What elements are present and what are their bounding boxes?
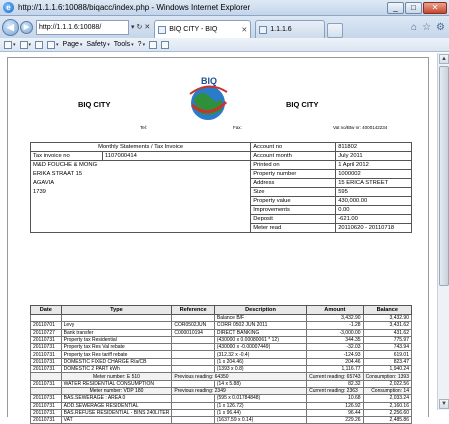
chevron-down-icon: ▾ bbox=[131, 41, 134, 48]
transaction-date: 20110731 bbox=[31, 351, 62, 358]
info-label: Deposit bbox=[251, 215, 336, 224]
transaction-description: (1 x 96.44) bbox=[214, 409, 306, 416]
safety-menu[interactable] bbox=[86, 41, 109, 48]
info-value: 595 bbox=[336, 188, 412, 197]
tab-label: BIQ CITY - BIQ bbox=[169, 26, 218, 33]
transaction-reference bbox=[172, 344, 215, 351]
forward-button[interactable]: ▶ bbox=[20, 21, 33, 34]
tab-biq-city[interactable] bbox=[154, 20, 251, 38]
consumption: Consumption: 1393 bbox=[363, 373, 411, 380]
close-window-button[interactable]: ✕ bbox=[423, 2, 447, 14]
transaction-type: BAS.SEWERAGE : AREA 0 bbox=[61, 395, 172, 402]
statement-title: Monthly Statements / Tax Invoice bbox=[31, 143, 251, 152]
transaction-balance: 2,033.24 bbox=[363, 395, 411, 402]
transaction-description: CORR 0502 JUN 2011 bbox=[214, 322, 306, 329]
transaction-date: 20110731 bbox=[31, 336, 62, 343]
municipality-name-left: BIQ CITY bbox=[78, 100, 111, 109]
internet-explorer-icon: e bbox=[3, 2, 14, 13]
info-value: 0.00 bbox=[336, 206, 412, 215]
transaction-type: Property tax Res tariff rebate bbox=[61, 351, 172, 358]
toolbar-right bbox=[411, 22, 445, 33]
meter-number: Meter number: VDP 180 bbox=[61, 387, 172, 394]
info-label: Improvements bbox=[251, 206, 336, 215]
municipality-name-right: BIQ CITY bbox=[286, 100, 319, 109]
info-value: 20110620 - 20110718 bbox=[336, 224, 412, 233]
transaction-amount: 10.68 bbox=[307, 395, 363, 402]
address-bar[interactable] bbox=[36, 20, 129, 35]
info-label: Account month bbox=[251, 152, 336, 161]
info-label: Account no bbox=[251, 143, 336, 152]
scroll-down-arrow-icon[interactable]: ▼ bbox=[439, 399, 449, 409]
mail-command[interactable] bbox=[35, 41, 43, 49]
transaction-description: (595 x 0.01784848) bbox=[214, 395, 306, 402]
table-row bbox=[31, 336, 412, 343]
transaction-description: (312.32 x -0.4) bbox=[214, 351, 306, 358]
logo-text: BIQ bbox=[201, 76, 218, 86]
table-row bbox=[31, 329, 412, 336]
window-title: http://1.1.1.6:10088/biqacc/index.php - Windows Internet Explorer bbox=[18, 3, 251, 12]
transaction-type: WATER RESIDENTIAL CONSUMPTION bbox=[61, 380, 172, 387]
window-controls bbox=[387, 2, 447, 14]
transaction-balance: 743.94 bbox=[363, 344, 411, 351]
info-row bbox=[31, 143, 412, 152]
transaction-balance: 619.01 bbox=[363, 351, 411, 358]
transaction-balance: 3,432.90 bbox=[363, 315, 411, 322]
transaction-balance: 1,940.24 bbox=[363, 366, 411, 373]
transaction-amount: 229.26 bbox=[307, 417, 363, 424]
column-header: Amount bbox=[307, 306, 363, 315]
transaction-description: (430000 x -0.00007449) bbox=[214, 344, 306, 351]
current-reading: Current reading: 65743 bbox=[307, 373, 363, 380]
refresh-icon[interactable]: ↻ bbox=[136, 24, 143, 31]
transaction-description: (14 x 5.88) bbox=[214, 380, 306, 387]
transaction-reference bbox=[172, 417, 215, 424]
biq-logo-icon bbox=[180, 72, 236, 128]
transaction-date: 20110731 bbox=[31, 380, 62, 387]
transaction-date: 20110727 bbox=[31, 329, 62, 336]
transaction-description: (1637.59 x 0.14) bbox=[214, 417, 306, 424]
table-row bbox=[31, 315, 412, 322]
transaction-description: (1 x 204.46) bbox=[214, 358, 306, 365]
table-row bbox=[31, 351, 412, 358]
info-label: Meter read bbox=[251, 224, 336, 233]
table-row bbox=[31, 366, 412, 373]
transaction-type: Property tax Res Val rebate bbox=[61, 344, 172, 351]
page-menu-label: Page bbox=[62, 41, 79, 48]
table-row bbox=[31, 417, 412, 424]
transaction-reference bbox=[172, 409, 215, 416]
close-tab-icon[interactable]: ✕ bbox=[241, 26, 248, 34]
chevron-down-icon: ▾ bbox=[107, 41, 110, 48]
transaction-reference: COR0502JUN bbox=[172, 322, 215, 329]
info-value: July 2011 bbox=[336, 152, 412, 161]
transaction-description: DIRECT BANKING bbox=[214, 329, 306, 336]
transaction-amount: -32.03 bbox=[307, 344, 363, 351]
transaction-balance: 2,256.60 bbox=[363, 409, 411, 416]
table-row bbox=[31, 344, 412, 351]
transaction-balance: 2,022.56 bbox=[363, 380, 411, 387]
info-value: 430,000.00 bbox=[336, 197, 412, 206]
invoice-page bbox=[7, 57, 429, 424]
table-row bbox=[31, 395, 412, 402]
info-value: 811802 bbox=[336, 143, 412, 152]
transaction-date bbox=[31, 315, 62, 322]
transaction-description: Balance B/F bbox=[214, 315, 306, 322]
page-icon bbox=[158, 26, 166, 34]
scroll-up-arrow-icon[interactable]: ▲ bbox=[439, 54, 449, 64]
help-icon: ? bbox=[137, 41, 142, 48]
fax-label: Fax: bbox=[233, 125, 242, 130]
account-info-table bbox=[30, 142, 412, 233]
transaction-description: (1 x 126.72) bbox=[214, 402, 306, 409]
info-label: Printed on bbox=[251, 161, 336, 170]
vertical-scrollbar[interactable] bbox=[437, 53, 449, 410]
transaction-reference bbox=[172, 336, 215, 343]
table-row bbox=[31, 409, 412, 416]
transaction-date: 20110731 bbox=[31, 409, 62, 416]
print-icon bbox=[47, 41, 55, 49]
customer-address bbox=[31, 161, 251, 233]
transaction-type: ADD.SEWERAGE RESIDENTIAL bbox=[61, 402, 172, 409]
transaction-type: Levy bbox=[61, 322, 172, 329]
transaction-date: 20110731 bbox=[31, 395, 62, 402]
transaction-type: Property tax Residential bbox=[61, 336, 172, 343]
transaction-balance: 2,485.86 bbox=[363, 417, 411, 424]
transaction-amount: -3,000.00 bbox=[307, 329, 363, 336]
address-line: ERIKA STRAAT 15 bbox=[33, 171, 83, 177]
transaction-description: (1393 x 0.8) bbox=[214, 366, 306, 373]
transactions-table bbox=[30, 305, 412, 424]
meter-row bbox=[31, 387, 412, 394]
settings-icon[interactable]: ⚙ bbox=[436, 21, 445, 33]
table-row bbox=[31, 380, 412, 387]
research-command[interactable] bbox=[149, 41, 157, 49]
invoice-header bbox=[8, 58, 428, 136]
column-header: Date bbox=[31, 306, 62, 315]
column-header: Reference bbox=[172, 306, 215, 315]
transaction-amount: 3,432.90 bbox=[307, 315, 363, 322]
info-row bbox=[31, 152, 412, 161]
maximize-button[interactable]: □ bbox=[405, 2, 422, 14]
chevron-down-icon: ▾ bbox=[28, 41, 32, 48]
window-titlebar bbox=[0, 0, 449, 16]
transaction-date: 20110701 bbox=[31, 322, 62, 329]
meter-row bbox=[31, 373, 412, 380]
home-icon bbox=[4, 41, 12, 49]
meter-spacer bbox=[31, 387, 62, 394]
info-row bbox=[31, 161, 412, 170]
transaction-date: 20110731 bbox=[31, 366, 62, 373]
transaction-amount: 126.92 bbox=[307, 402, 363, 409]
transaction-amount: -1.28 bbox=[307, 322, 363, 329]
chevron-down-icon: ▾ bbox=[142, 41, 146, 48]
transaction-reference: C000010194 bbox=[172, 329, 215, 336]
bluetooth-icon bbox=[161, 41, 169, 49]
transaction-reference bbox=[172, 395, 215, 402]
tab-label: 1.1.1.6 bbox=[270, 26, 292, 33]
address-line: M&D FOUCHE & MONG bbox=[33, 162, 98, 168]
transaction-reference bbox=[172, 315, 215, 322]
home-command[interactable] bbox=[4, 41, 16, 49]
chevron-down-icon: ▾ bbox=[13, 41, 16, 48]
home-icon[interactable]: ⌂ bbox=[411, 21, 418, 33]
navigation-bar bbox=[0, 16, 449, 38]
address-text: http://1.1.1.6:10088/ bbox=[39, 23, 102, 31]
transaction-date: 20110731 bbox=[31, 358, 62, 365]
info-value: 1 April 2012 bbox=[336, 161, 412, 170]
vat-number: Vat no/Btw nr: 4000142234 bbox=[333, 125, 388, 130]
transaction-balance: 775.97 bbox=[363, 336, 411, 343]
transaction-type: Bank transfer bbox=[61, 329, 172, 336]
transaction-balance: 3,431.62 bbox=[363, 322, 411, 329]
stop-icon[interactable]: ✕ bbox=[144, 24, 151, 31]
document-area bbox=[0, 53, 437, 424]
column-header: Type bbox=[61, 306, 172, 315]
transaction-amount: -124.93 bbox=[307, 351, 363, 358]
transaction-type: BAS.REFUSE RESIDENTIAL - BINS 240LITER bbox=[61, 409, 172, 416]
transaction-reference bbox=[172, 366, 215, 373]
transaction-balance: 823.47 bbox=[363, 358, 411, 365]
transaction-reference bbox=[172, 351, 215, 358]
transaction-type: VAT bbox=[61, 417, 172, 424]
info-value: 15 ERICA STREET bbox=[336, 179, 412, 188]
safety-menu-label: Safety bbox=[86, 41, 107, 48]
mail-icon bbox=[35, 41, 43, 49]
previous-reading: Previous reading: 2349 bbox=[172, 387, 307, 394]
transaction-amount: 344.35 bbox=[307, 336, 363, 343]
transaction-balance: 2,160.16 bbox=[363, 402, 411, 409]
tax-invoice-number: 1107000414 bbox=[103, 152, 251, 161]
tax-invoice-label: Tax invoice no bbox=[31, 152, 103, 161]
meter-number: Meter number: E 510 bbox=[61, 373, 172, 380]
back-button[interactable]: ◀ bbox=[2, 19, 19, 36]
info-label: Property value bbox=[251, 197, 336, 206]
tools-menu[interactable] bbox=[114, 41, 134, 48]
meter-spacer bbox=[31, 373, 62, 380]
print-command[interactable] bbox=[47, 41, 59, 49]
new-tab-button[interactable] bbox=[327, 23, 343, 38]
minimize-button[interactable]: _ bbox=[387, 2, 404, 14]
transaction-type: DOMESTIC FIXED CHARGE R/a/CB bbox=[61, 358, 172, 365]
previous-reading: Previous reading: 64350 bbox=[172, 373, 307, 380]
research-icon bbox=[149, 41, 157, 49]
info-value: -621.00 bbox=[336, 215, 412, 224]
chevron-down-icon: ▾ bbox=[56, 41, 59, 48]
address-actions bbox=[131, 23, 150, 31]
consumption: Consumption: 14 bbox=[363, 387, 411, 394]
command-bar bbox=[0, 38, 449, 52]
info-label: Address bbox=[251, 179, 336, 188]
feeds-command[interactable] bbox=[20, 41, 32, 49]
page-icon bbox=[259, 26, 267, 34]
transaction-type bbox=[61, 315, 172, 322]
transaction-amount: 96.44 bbox=[307, 409, 363, 416]
address-line: AGAVIA bbox=[33, 180, 55, 186]
transaction-reference bbox=[172, 402, 215, 409]
address-line: 1739 bbox=[33, 189, 46, 195]
transaction-reference bbox=[172, 358, 215, 365]
table-row bbox=[31, 322, 412, 329]
transaction-description: (430000 x 0.00080061 * 12) bbox=[214, 336, 306, 343]
transaction-type: DOMESTIC 2 PART kWh bbox=[61, 366, 172, 373]
transaction-date: 20110731 bbox=[31, 402, 62, 409]
info-label: Property number bbox=[251, 170, 336, 179]
current-reading: Current reading: 2363 bbox=[307, 387, 363, 394]
info-value: 1000002 bbox=[336, 170, 412, 179]
bluetooth-command[interactable] bbox=[161, 41, 169, 49]
favorites-icon[interactable]: ☆ bbox=[422, 21, 432, 33]
tools-menu-label: Tools bbox=[113, 41, 131, 48]
scrollbar-thumb[interactable] bbox=[439, 66, 449, 286]
transaction-date: 20110731 bbox=[31, 417, 62, 424]
transaction-reference bbox=[172, 380, 215, 387]
help-menu[interactable] bbox=[138, 41, 145, 48]
table-row bbox=[31, 358, 412, 365]
info-label: Size bbox=[251, 188, 336, 197]
transaction-amount: 82.32 bbox=[307, 380, 363, 387]
transaction-amount: 1,116.77 bbox=[307, 366, 363, 373]
tel-label: Tel: bbox=[140, 125, 148, 130]
tab-1-1-1-6[interactable] bbox=[255, 20, 325, 38]
column-header: Description bbox=[214, 306, 306, 315]
transaction-amount: 204.46 bbox=[307, 358, 363, 365]
column-header: Balance bbox=[363, 306, 411, 315]
table-row bbox=[31, 402, 412, 409]
chevron-down-icon: ▾ bbox=[79, 41, 83, 48]
dropdown-icon[interactable]: ▾ bbox=[131, 24, 135, 31]
transaction-date: 20110731 bbox=[31, 344, 62, 351]
rss-icon bbox=[20, 41, 28, 49]
transaction-balance: 431.62 bbox=[363, 329, 411, 336]
page-menu[interactable] bbox=[63, 41, 83, 48]
